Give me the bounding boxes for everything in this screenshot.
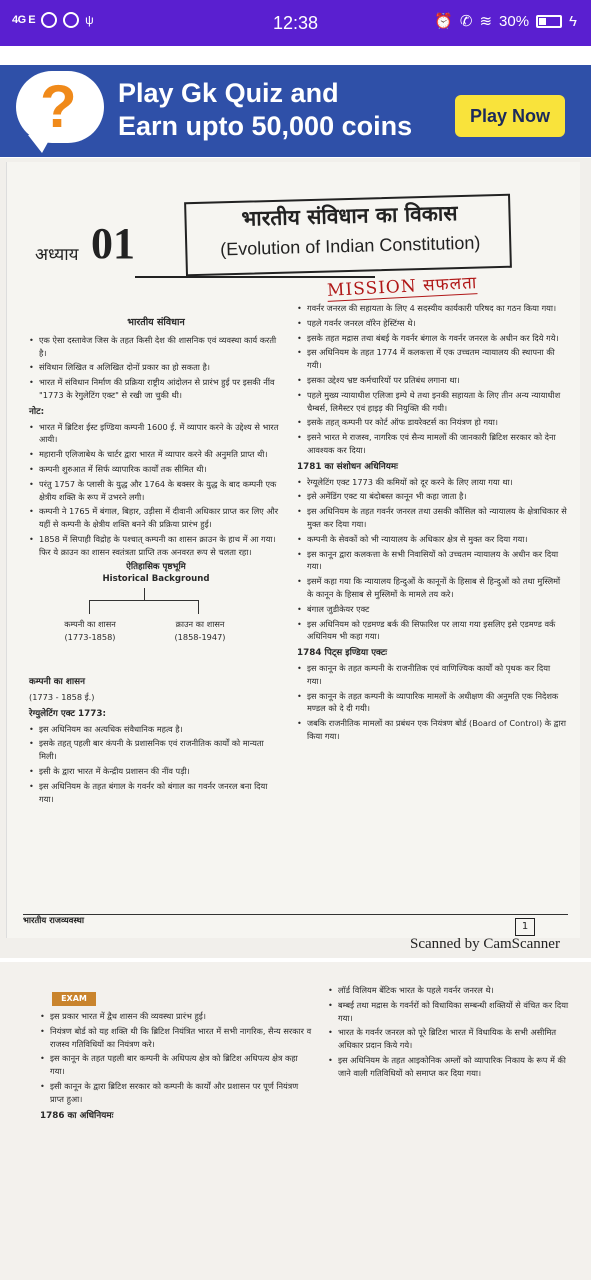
status-bar [0,0,591,46]
list-item: • इस अधिनियम के तहत गवर्नर जनरल तथा उसकी कौंसिल को न्यायालय के क्षेत्राधिकार से मुक्त कर दिया गया। [297,505,567,531]
list-item: • इस अधिनियम को एडमण्ड बर्क की सिफारिश पर लाया गया इसलिए इसे एडमण्ड वर्क अधिनियम भी कहा गया। [297,618,567,644]
question-mark-glyph: ? [40,73,77,140]
list-item: • भारत में ब्रिटिश ईस्ट इण्डिया कम्पनी 1600 ई. में व्यापार करने के उद्देश्य से भारत आयी। [29,421,283,447]
status-time: 12:38 [272,13,319,33]
list-item: • इसके तहत् पहली बार कंपनी के प्रशासनिक एवं राजनीतिक कार्यों को मान्यता मिली। [29,737,283,763]
list-item: • पहले मुख्य न्यायाधीश एलिजा इम्पे थे तथा इनकी सहायता के लिए तीन अन्य न्यायाधीश चैम्बर्स, लिमैस्टर एवं हाइड़ की नियुक्ति की गयी। [297,389,567,415]
background-heading-hindi: ऐतिहासिक पृष्ठभूमि [126,561,186,572]
list-item: • परंतु 1757 के प्लासी के युद्ध और 1764 के बक्सर के युद्ध के बाद कम्पनी एक क्षेत्रीय शक्ति के रूप में उभरने लगी। [29,478,283,504]
list-item: • बंगाल जुडीकेयर एक्ट [297,603,567,616]
list-item: • इस कानून के तहत कम्पनी के व्यापारिक मामलों के अधीक्षण की अनुमति एक निदेशक मण्डल को दे दी गयी। [297,690,567,716]
chapter-number: 01 [91,219,135,268]
tree-node-company-years: (1773-1858) [64,632,116,643]
list-item: • इसका उद्देश्य भ्रष्ट कर्मचारियों पर प्रतिबंध लगाना था। [297,374,567,387]
page-sheet [6,162,580,938]
charging-icon: ϟ [569,12,577,30]
page-number: 1 [515,918,535,936]
list-item: • इसी कानून के द्वारा ब्रिटिश सरकार को कम्पनी के कार्यों और प्रशासन पर पूर्ण नियंत्रण प्राप्त हुआ। [40,1080,312,1106]
list-item: • इस कानून के तहत कम्पनी के राजनीतिक एवं वाणिज्यिक कार्यों को पृथक कर दिया गया। [297,662,567,688]
company-rule-years: (1773 - 1858 ई.) [29,691,95,702]
status-right-icons [434,12,577,30]
list-item: • भारत में संविधान निर्माण की प्रक्रिया राष्ट्रीय आंदोलन से प्रारंभ हुई पर इसकी नींव "1773 के रेगुलेटिंग एक्ट" से रखी जा चुकी थी। [29,376,283,402]
list-item: • जबकि राजनीतिक मामलों का प्रबंधन एक नियंत्रण बोर्ड (Board of Control) के द्वारा किया गया। [297,717,567,743]
left-column-heading: भारतीय संविधान [127,317,185,328]
ad-headline-line-1: Play Gk Quiz and [118,78,339,108]
list-item: • इसे अमेंडिंग एक्ट या बंदोबस्त कानून भी कहा जाता है। [297,490,567,503]
list-item: • इसने भारत मे राजस्व, नागरिक एवं सैन्य मामलों की जानकारी ब्रिटिश सरकार को देना आवश्यक कर दिया। [297,431,567,457]
ad-headline-line-2: Earn upto 50,000 coins [118,111,413,141]
list-item: • इस अधिनियम का अत्यधिक संवैधानिक महत्व है। [29,723,283,736]
regulating-act-heading: रेग्युलेटिंग एक्ट 1773: [29,708,107,719]
list-item: • कम्पनी शुरुआत में सिर्फ व्यापारिक कार्यों तक सीमित थी। [29,463,283,476]
play-now-button[interactable]: Play Now [455,95,565,137]
list-item: • इस अधिनियम के तहत बंगाल के गवर्नर को बंगाल का गवर्नर जनरल बना दिया गया। [29,780,283,806]
note-label: नोट: [29,406,45,417]
page2-right-column [328,984,578,1082]
tree-stem [144,588,145,600]
ad-banner[interactable] [0,65,591,157]
list-item: • कम्पनी ने 1765 में बंगाल, बिहार, उड़ीसा में दीवानी अधिकार प्राप्त कर लिए और यहीं से कम्पनी के क्षेत्रीय शक्ति बनने की प्रक्रिया प्रारंभ हुई। [29,505,283,531]
left-column [29,317,283,807]
list-item: • इस कानून के तहत पहली बार कम्पनी के अधिपत्य क्षेत्र को ब्रिटिश अधिपत्य क्षेत्र कहा गया। [40,1052,312,1078]
list-item: • संविधान लिखित व अलिखित दोनों प्रकार का हो सकता है। [29,361,283,374]
list-item: • बम्बई तथा मद्रास के गवर्नरों को विधायिका सम्बन्धी शक्तियों से वंचित कर दिया गया। [328,999,578,1025]
scanned-by-caption: Scanned by CamScanner [410,936,560,952]
list-item: • इस प्रकार भारत में द्वैध शासन की व्यवस्था प्रारंभ हुई। [40,1010,312,1023]
call-icon: ✆ [459,13,473,30]
list-item: • इस कानून द्वारा कलकत्ता के सभी निवासियों को उच्चतम न्यायालय के अधीन कर दिया गया। [297,548,567,574]
background-heading-english: Historical Background [102,574,210,585]
list-item: • लॉर्ड विलियम बेंटिक भारत के पहले गवर्नर जनरल थे। [328,984,578,997]
page2-left-column [40,1010,312,1124]
scanned-document-page [0,158,591,958]
list-item: • इस अधिनियम के तहत 1774 में कलकत्ता में एक उच्चतम न्यायालय की स्थापना की गयी। [297,346,567,372]
ad-headline [118,77,448,143]
pitts-act-heading: 1784 पिट्स इण्डिया एक्टः [297,648,388,659]
wifi-icon: ≋ [479,13,493,30]
page-footer: भारतीय राजव्यवस्था [23,914,568,926]
alarm-icon: ⏰ [434,13,453,30]
tree-node-crown-years: (1858-1947) [174,632,226,643]
list-item: • गवर्नर जनरल की सहायता के लिए 4 सदस्यीय कार्यकारी परिषद का गठन किया गया। [297,302,567,315]
chapter-title-english: (Evolution of Indian Constitution) [219,232,481,260]
list-item: • इस अधिनियम के तहत आइकोनिक अम्लों को व्यापारिक निकाय के रूप में की जाने वाली गतिविधियों को समाप्त कर दिया गया। [328,1054,578,1080]
list-item: • एक ऐसा दस्तावेज जिस के तहत किसी देश की शासनिक एवं व्यवस्था कार्य करती है। [29,334,283,360]
amendment-heading: 1781 का संशोधन अधिनियमः [297,461,398,472]
mission-stamp: MISSION सफलता [326,270,477,302]
list-item: • इसमें कहा गया कि न्यायालय हिन्दुओं के कानूनों के हिसाब से हिन्दुओं को तथा मुस्लिमों के कानून के हिसाब से मुस्लिमों के मामले तय करे। [297,575,567,601]
chapter-title-box [184,194,512,277]
tree-branch [89,600,199,614]
list-item: • नियंत्रण बोर्ड को यह शक्ति थी कि ब्रिटिश नियंत्रित भारत में सभी नागरिक, सैन्य सरकार व राजस्व गतिविधियों का नियंत्रण करे। [40,1025,312,1051]
signal-icon: 4G E [12,14,36,26]
list-item: • पहले गवर्नर जनरल वॉरेन हेस्टिंग्स थे। [297,317,567,330]
list-item: • महारानी एलिजाबेथ के चार्टर द्वारा भारत में व्यापार करने की अनुमति प्राप्त थी। [29,448,283,461]
battery-icon [536,15,562,28]
usb-icon: ψ [85,13,94,27]
list-item: • रेग्यूलेटिंग एक्ट 1773 की कमियों को दूर करने के लिए लाया गया था। [297,476,567,489]
list-item: • 1858 में सिपाही विद्रोह के पश्चात् कम्पनी का शासन क्राउन के हाथ में आ गया।फिर ये क्राउन का शासन स्वतंत्रता प्राप्ति तक अनवरत रूप से चलता रहा। [29,533,283,559]
chapter-title-hindi: भारतीय संविधान का विकास [241,200,458,231]
list-item: • कम्पनी के सेवकों को भी न्यायालय के अधिकार क्षेत्र से मुक्त कर दिया गया। [297,533,567,546]
chapter-label: अध्याय [35,245,79,265]
history-tree-diagram [29,588,283,672]
right-column [297,302,567,745]
list-item: • इसके तहत् कम्पनी पर कोर्ट ऑफ डायरेक्टर्स का नियंत्रण हो गया। [297,416,567,429]
list-item: • इसके तहत मद्रास तथा बंबई के गवर्नर बंगाल के गवर्नर जनरल के अधीन कर दिये गये। [297,332,567,345]
act-1786-heading: 1786 का अधिनियमः [40,1110,114,1121]
list-item: • इसी के द्वारा भारत में केन्द्रीय प्रशासन की नींव पड़ी। [29,765,283,778]
tree-node-company-label: कम्पनी का शासन [64,619,116,630]
company-rule-heading: कम्पनी का शासन [29,677,85,688]
tree-node-crown-label: क्राउन का शासन [175,619,225,630]
scanned-document-page-2 [0,962,591,1280]
battery-percent: 30% [499,12,530,30]
tree-node-crown [145,618,255,644]
exam-logo: EXAM [52,992,96,1006]
tree-node-company [35,618,145,644]
list-item: • भारत के गवर्नर जनरल को पूरे ब्रिटिश भारत में विधायिक के सभी असीमित अधिकार प्रदान किये गये। [328,1026,578,1052]
